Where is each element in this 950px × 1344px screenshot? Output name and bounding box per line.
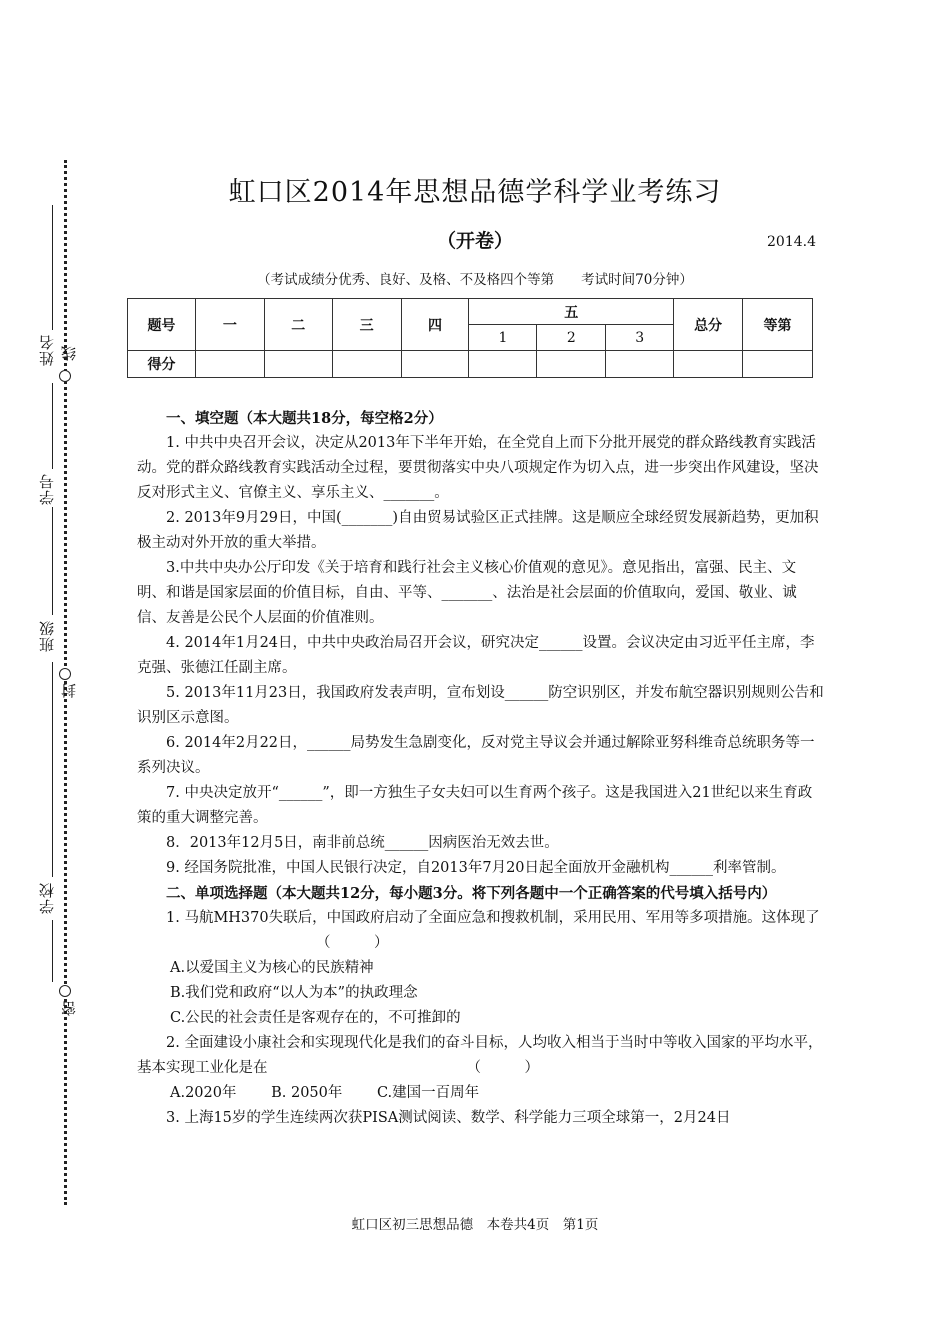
question-1-3: 3.中共中央办公厅印发《关于培育和践行社会主义核心价值观的意见》。意见指出，富强、民主、文明、和谐是国家层面的价值目标，自由、平等、_______、法治是社会层面的价值取向，爱国、敬业、诚信、友善是公民个人层面的价值准则。 xyxy=(137,560,797,626)
header-cell-1: 一 xyxy=(195,299,264,351)
header-cell-5: 五 xyxy=(469,299,674,325)
question-1-9: 9. 经国务院批准，中国人民银行决定，自2013年7月20日起全面放开金融机构______利率管制。 xyxy=(166,860,786,876)
exam-title: 虹口区2014年思想品德学科学业考练习 xyxy=(228,177,722,208)
score-table xyxy=(127,298,813,378)
option-c: C.公民的社会责任是客观存在的，不可推卸的 xyxy=(170,1010,461,1026)
answer-parenthesis[interactable]: （ ） xyxy=(316,935,389,951)
option-a: A.2020年 xyxy=(170,1085,237,1101)
sub-cell-1: 1 xyxy=(469,325,537,351)
score-input-cell[interactable] xyxy=(537,351,606,378)
exam-content xyxy=(137,406,825,1131)
question-2-2-text: 2. 全面建设小康社会和实现现代化是我们的奋斗目标，人均收入相当于当时中等收入国家的平均水平，基本实现工业化是在 xyxy=(137,1035,823,1076)
score-input-cell[interactable] xyxy=(195,351,264,378)
answer-parenthesis[interactable]: （ ） xyxy=(466,1060,539,1076)
question-2-1-text: 1. 马航MH370失联后，中国政府启动了全面应急和搜救机制，采用民用、军用等多项措施。这体现了 xyxy=(166,910,820,926)
seal-circle xyxy=(59,370,71,382)
question-1-2: 2. 2013年9月29日，中国(_______)自由贸易试验区正式挂牌。这是顺应全球经贸发展新趋势，更加积极主动对外开放的重大举措。 xyxy=(137,510,819,551)
student-id-label: 学号 xyxy=(38,473,56,505)
header-cell-4: 四 xyxy=(401,299,469,351)
school-label: 学校 xyxy=(38,882,56,914)
class-label: 班级 xyxy=(38,620,56,652)
header-cell-2: 二 xyxy=(264,299,332,351)
option-c: C.建国一百周年 xyxy=(376,1085,480,1101)
mi-mark: 密 xyxy=(60,1000,78,1016)
question-1-6: 6. 2014年2月22日，______局势发生急剧变化，反对党主导议会并通过解除亚努科维奇总统职务等一系列决议。 xyxy=(137,735,815,776)
question-1-5: 5. 2013年11月23日，我国政府发表声明，宣布划设______防空识别区，并发布航空器识别规则公告和识别区示意图。 xyxy=(137,685,824,726)
exam-date: 2014.4 xyxy=(767,234,816,250)
sub-cell-3: 3 xyxy=(606,325,674,351)
student-id-write-line xyxy=(52,383,53,469)
score-input-cell[interactable] xyxy=(674,351,743,378)
seal-circle xyxy=(59,668,71,680)
question-2-3: 3. 上海15岁的学生连续两次获PISA测试阅读、数学、科学能力三项全球第一，2月24日 xyxy=(166,1110,731,1126)
score-input-cell[interactable] xyxy=(606,351,674,378)
question-1-4: 4. 2014年1月24日，中共中央政治局召开会议，研究决定______设置。会议决定由习近平任主席，李克强、张德江任副主席。 xyxy=(137,635,815,676)
header-cell-3: 三 xyxy=(332,299,401,351)
xian-mark: 线 xyxy=(60,345,78,361)
class-write-line xyxy=(52,507,53,615)
header-cell-grade: 等第 xyxy=(743,299,813,351)
question-2-2 xyxy=(137,1031,825,1081)
class-write-line-lower xyxy=(52,662,53,877)
row-label-defen: 得分 xyxy=(128,351,196,378)
score-input-cell[interactable] xyxy=(332,351,401,378)
option-b: B.我们党和政府“以人为本”的执政理念 xyxy=(170,985,418,1001)
header-cell-total: 总分 xyxy=(674,299,743,351)
sub-cell-2: 2 xyxy=(537,325,606,351)
score-input-cell[interactable] xyxy=(469,351,537,378)
score-input-cell[interactable] xyxy=(401,351,469,378)
score-input-cell[interactable] xyxy=(264,351,332,378)
header-cell-tihao: 题号 xyxy=(128,299,196,351)
option-b: B. 2050年 xyxy=(271,1085,343,1101)
question-1-1: 1. 中共中央召开会议，决定从2013年下半年开始，在全党自上而下分批开展党的群众路线教育实践活动。党的群众路线教育实践活动全过程，要贯彻落实中央八项规定作为切入点，进一步突出作风建设，坚决反对形式主义、官僚主义、享乐主义、_______。 xyxy=(137,435,819,501)
question-2-1 xyxy=(137,906,825,956)
options-row xyxy=(137,1081,825,1106)
school-write-line xyxy=(52,920,53,982)
name-label: 姓名 xyxy=(38,334,56,366)
exam-subtitle: （开卷） xyxy=(436,230,513,252)
seal-circle xyxy=(59,985,71,997)
question-1-7: 7. 中央决定放开“______”，即一方独生子女夫妇可以生育两个孩子。这是我国进入21世纪以来生育政策的重大调整完善。 xyxy=(137,785,813,826)
page-footer: 虹口区初三思想品德 本卷共4页 第1页 xyxy=(351,1217,599,1233)
question-1-8: 8．2013年12月5日，南非前总统______因病医治无效去世。 xyxy=(166,835,559,851)
score-input-cell[interactable] xyxy=(743,351,813,378)
section-1-heading: 一、填空题（本大题共18分，每空格2分） xyxy=(166,410,443,427)
section-2-heading: 二、单项选择题（本大题共12分，每小题3分。将下列各题中一个正确答案的代号填入括号内） xyxy=(166,885,777,902)
exam-note: （考试成绩分优秀、良好、及格、不及格四个等第 考试时间70分钟） xyxy=(257,272,693,288)
option-a: A.以爱国主义为核心的民族精神 xyxy=(170,960,374,976)
feng-mark: 封 xyxy=(60,682,78,698)
